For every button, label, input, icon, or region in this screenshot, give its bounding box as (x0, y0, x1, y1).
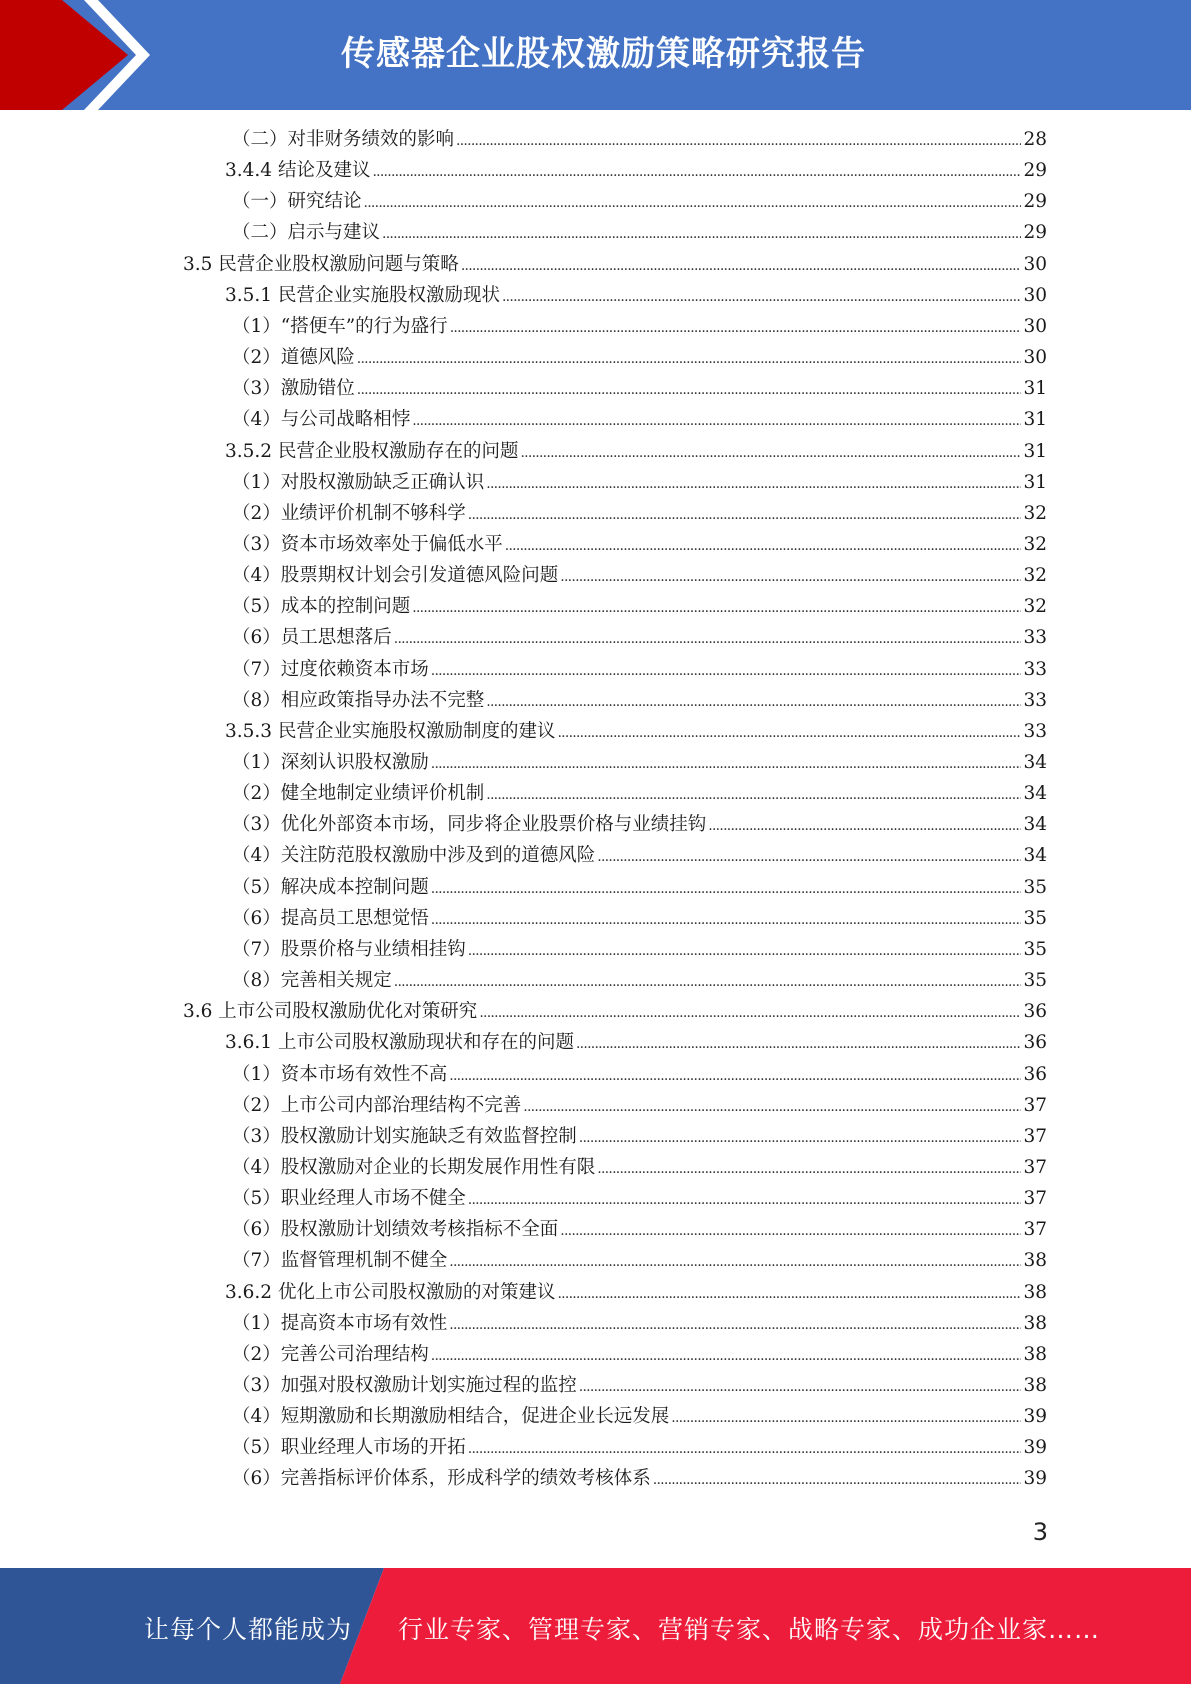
toc-entry-page: 31 (1023, 409, 1047, 431)
toc-entry-page: 34 (1023, 783, 1047, 805)
toc-entry-page: 38 (1023, 1250, 1047, 1272)
toc-entry-page: 38 (1023, 1312, 1047, 1334)
toc-dot-leader (468, 1434, 1022, 1462)
toc-entry-title: 3.5 民营企业股权激励问题与策略 (183, 253, 459, 275)
toc-entry-title: （2）完善公司治理结构 (232, 1343, 429, 1365)
toc-entry[interactable] (232, 1434, 1047, 1462)
toc-dot-leader (357, 344, 1022, 372)
toc-entry[interactable] (232, 188, 1047, 216)
toc-entry-title: （1）资本市场有效性不高 (232, 1063, 448, 1085)
toc-entry-title: 3.5.1 民营企业实施股权激励现状 (225, 284, 500, 306)
toc-entry[interactable] (232, 656, 1047, 684)
toc-entry[interactable] (232, 313, 1047, 341)
toc-entry-page: 32 (1023, 533, 1047, 555)
toc-entry-title: （1）深刻认识股权激励 (232, 752, 429, 773)
toc-entry[interactable] (232, 469, 1047, 497)
toc-entry-title: （7）股票价格与业绩相挂钩 (232, 938, 466, 960)
toc-dot-leader (597, 842, 1021, 870)
footer-slogan-right: 行业专家、管理专家、营销专家、战略专家、成功企业家…… (398, 1615, 1101, 1644)
toc-entry-title: （8）完善相关规定 (232, 970, 392, 992)
toc-entry-title: （7）过度依赖资本市场 (232, 658, 429, 680)
toc-entry-title: 3.4.4 结论及建议 (225, 160, 371, 182)
toc-entry[interactable] (183, 998, 1047, 1026)
toc-dot-leader (505, 531, 1022, 559)
toc-entry[interactable] (232, 531, 1047, 559)
toc-entry[interactable] (232, 842, 1047, 870)
toc-entry-title: （3）加强对股权激励计划实施过程的监控 (232, 1375, 577, 1396)
toc-dot-leader (468, 1185, 1022, 1213)
toc-dot-leader (412, 406, 1021, 434)
toc-entry-page: 31 (1023, 378, 1047, 400)
toc-dot-leader (431, 905, 1022, 933)
toc-entry-page: 33 (1023, 689, 1047, 711)
toc-entry-title: （6）员工思想落后 (232, 627, 392, 649)
toc-entry[interactable] (232, 344, 1047, 372)
toc-entry-page: 32 (1023, 565, 1047, 587)
toc-entry[interactable] (232, 1403, 1047, 1431)
toc-entry-title: （二）启示与建议 (232, 222, 381, 244)
toc-entry-page: 32 (1023, 502, 1047, 524)
toc-entry-page: 37 (1023, 1188, 1047, 1210)
toc-entry[interactable] (232, 219, 1047, 247)
toc-entry-title: （4）与公司战略相悖 (232, 409, 411, 431)
toc-entry-title: （4）股票期权计划会引发道德风险问题 (232, 565, 559, 587)
toc-entry-page: 33 (1023, 720, 1047, 742)
toc-entry-page: 36 (1023, 1063, 1047, 1085)
toc-entry-title: 3.6.1 上市公司股权激励现状和存在的问题 (225, 1032, 574, 1054)
toc-entry[interactable] (232, 1341, 1047, 1369)
toc-entry[interactable] (232, 905, 1047, 933)
toc-entry-page: 39 (1023, 1468, 1047, 1490)
toc-dot-leader (450, 313, 1022, 341)
toc-entry[interactable] (232, 1216, 1047, 1244)
toc-dot-leader (456, 126, 1021, 154)
toc-entry-title: （6）完善指标评价体系，形成科学的绩效考核体系 (232, 1468, 651, 1490)
toc-dot-leader (461, 251, 1022, 279)
toc-entry-page: 35 (1023, 907, 1047, 929)
toc-entry-page: 30 (1023, 347, 1047, 369)
toc-dot-leader (468, 500, 1022, 528)
toc-dot-leader (364, 188, 1022, 216)
toc-entry[interactable] (232, 780, 1047, 808)
toc-entry-title: （3）资本市场效率处于偏低水平 (232, 533, 503, 555)
toc-entry-page: 38 (1023, 1375, 1047, 1396)
toc-entry-title: （2）上市公司内部治理结构不完善 (232, 1094, 522, 1116)
toc-entry[interactable] (232, 1185, 1047, 1213)
toc-dot-leader (708, 811, 1021, 839)
toc-dot-leader (486, 687, 1021, 715)
toc-entry-page: 34 (1023, 814, 1047, 836)
toc-entry-page: 37 (1023, 1156, 1047, 1178)
toc-dot-leader (382, 219, 1021, 247)
toc-entry-title: 3.6 上市公司股权激励优化对策研究 (183, 1001, 478, 1023)
toc-entry-title: （2）健全地制定业绩评价机制 (232, 783, 485, 805)
toc-entry-title: （2）业绩评价机制不够科学 (232, 502, 466, 524)
toc-dot-leader (431, 749, 1022, 777)
toc-entry[interactable] (225, 1279, 1047, 1307)
toc-dot-leader (394, 967, 1022, 995)
toc-entry[interactable] (232, 624, 1047, 652)
toc-dot-leader (560, 1216, 1021, 1244)
toc-entry[interactable] (232, 1061, 1047, 1089)
toc-entry-title: 3.5.2 民营企业股权激励存在的问题 (225, 440, 519, 462)
toc-entry[interactable] (232, 375, 1047, 403)
toc-entry-page: 31 (1023, 471, 1047, 493)
toc-entry-title: （2）道德风险 (232, 347, 355, 369)
toc-entry-page: 29 (1023, 191, 1047, 213)
toc-entry-page: 29 (1023, 222, 1047, 244)
toc-entry-title: （3）优化外部资本市场，同步将企业股票价格与业绩挂钩 (232, 814, 707, 836)
toc-entry-page: 39 (1023, 1406, 1047, 1428)
toc-dot-leader (502, 282, 1021, 310)
toc-entry-page: 38 (1023, 1281, 1047, 1303)
toc-entry-page: 37 (1023, 1094, 1047, 1116)
toc-entry[interactable] (232, 1123, 1047, 1151)
toc-dot-leader (479, 998, 1021, 1026)
toc-entry-page: 35 (1023, 876, 1047, 898)
toc-dot-leader (653, 1465, 1022, 1493)
toc-entry[interactable] (225, 157, 1047, 185)
toc-entry[interactable] (232, 1372, 1047, 1400)
toc-entry-title: （6）股权激励计划绩效考核指标不全面 (232, 1219, 559, 1241)
toc-entry-page: 32 (1023, 596, 1047, 618)
toc-dot-leader (394, 624, 1022, 652)
toc-entry-title: （一）研究结论 (232, 191, 362, 213)
toc-entry-page: 28 (1023, 129, 1047, 150)
toc-dot-leader (557, 718, 1021, 746)
page-number: 3 (1032, 1518, 1048, 1546)
toc-entry-page: 39 (1023, 1437, 1047, 1459)
toc-entry-page: 37 (1023, 1125, 1047, 1147)
toc-entry-title: （5）解决成本控制问题 (232, 876, 429, 898)
page-header (0, 0, 1191, 110)
toc-entry-page: 30 (1023, 315, 1047, 337)
toc-dot-leader (431, 874, 1022, 902)
toc-entry-title: 3.5.3 民营企业实施股权激励制度的建议 (225, 720, 556, 742)
toc-entry-title: （6）提高员工思想觉悟 (232, 907, 429, 929)
toc-dot-leader (576, 1029, 1021, 1057)
toc-entry-page: 36 (1023, 1001, 1047, 1023)
toc-entry-title: （3）激励错位 (232, 378, 355, 400)
toc-entry[interactable] (232, 1092, 1047, 1120)
toc-dot-leader (579, 1123, 1022, 1151)
toc-entry-page: 35 (1023, 970, 1047, 992)
toc-dot-leader (557, 1279, 1021, 1307)
toc-dot-leader (372, 157, 1021, 185)
toc-dot-leader (431, 656, 1022, 684)
toc-entry-page: 30 (1023, 284, 1047, 306)
toc-entry-title: （4）关注防范股权激励中涉及到的道德风险 (232, 845, 596, 867)
toc-dot-leader (449, 1310, 1021, 1338)
toc-dot-leader (449, 1247, 1021, 1275)
document-title: 传感器企业股权激励策略研究报告 (341, 34, 866, 74)
toc-entry-title: 3.6.2 优化上市公司股权激励的对策建议 (225, 1281, 556, 1303)
toc-entry[interactable] (232, 749, 1047, 777)
toc-entry[interactable] (225, 282, 1047, 310)
toc-entry[interactable] (225, 718, 1047, 746)
toc-entry[interactable] (225, 1029, 1047, 1057)
toc-entry[interactable] (232, 1247, 1047, 1275)
page-footer (0, 1568, 1191, 1684)
toc-entry-title: （1）提高资本市场有效性 (232, 1312, 448, 1334)
toc-entry[interactable] (232, 126, 1047, 154)
toc-entry-title: （5）成本的控制问题 (232, 596, 411, 618)
toc-dot-leader (597, 1154, 1021, 1182)
toc-entry-title: （5）职业经理人市场的开拓 (232, 1437, 466, 1459)
toc-entry[interactable] (232, 1154, 1047, 1182)
toc-entry-page: 29 (1023, 160, 1047, 182)
toc-entry-page: 33 (1023, 627, 1047, 649)
toc-entry-page: 30 (1023, 253, 1047, 275)
toc-entry[interactable] (232, 936, 1047, 964)
toc-entry[interactable] (232, 874, 1047, 902)
toc-entry-title: （5）职业经理人市场不健全 (232, 1188, 466, 1210)
toc-entry-title: （4）短期激励和长期激励相结合，促进企业长远发展 (232, 1406, 670, 1428)
toc-entry[interactable] (232, 1465, 1047, 1493)
toc-dot-leader (357, 375, 1022, 403)
toc-dot-leader (486, 780, 1021, 808)
toc-entry-title: （3）股权激励计划实施缺乏有效监督控制 (232, 1125, 577, 1147)
toc-entry[interactable] (232, 593, 1047, 621)
toc-dot-leader (468, 936, 1022, 964)
toc-dot-leader (412, 593, 1021, 621)
toc-entry-page: 38 (1023, 1343, 1047, 1365)
toc-entry[interactable] (232, 967, 1047, 995)
toc-entry-page: 35 (1023, 938, 1047, 960)
toc-entry-page: 34 (1023, 752, 1047, 773)
toc-entry-page: 36 (1023, 1032, 1047, 1054)
toc-entry-title: （4）股权激励对企业的长期发展作用性有限 (232, 1156, 596, 1178)
toc-entry[interactable] (232, 562, 1047, 590)
footer-slogan-left: 让每个人都能成为 (144, 1615, 353, 1644)
toc-entry-title: （7）监督管理机制不健全 (232, 1250, 448, 1272)
toc-entry-title: （8）相应政策指导办法不完整 (232, 689, 485, 711)
toc-dot-leader (579, 1372, 1022, 1400)
toc-entry-page: 31 (1023, 440, 1047, 462)
toc-entry[interactable] (232, 687, 1047, 715)
toc-entry-title: （1）对股权激励缺乏正确认识 (232, 471, 485, 493)
toc-entry[interactable] (232, 1310, 1047, 1338)
toc-entry[interactable] (225, 438, 1047, 466)
toc-dot-leader (486, 469, 1021, 497)
toc-entry-page: 33 (1023, 658, 1047, 680)
toc-entry[interactable] (232, 811, 1047, 839)
toc-entry[interactable] (232, 406, 1047, 434)
toc-dot-leader (449, 1061, 1021, 1089)
toc-entry-title: （二）对非财务绩效的影响 (232, 129, 455, 150)
toc-dot-leader (671, 1403, 1021, 1431)
toc-entry-page: 37 (1023, 1219, 1047, 1241)
toc-dot-leader (520, 438, 1021, 466)
toc-dot-leader (431, 1341, 1022, 1369)
toc-entry-title: （1）“搭便车”的行为盛行 (232, 315, 448, 337)
toc-dot-leader (560, 562, 1021, 590)
toc-entry[interactable] (183, 251, 1047, 279)
toc-entry-page: 34 (1023, 845, 1047, 867)
toc-dot-leader (523, 1092, 1021, 1120)
toc-entry[interactable] (232, 500, 1047, 528)
